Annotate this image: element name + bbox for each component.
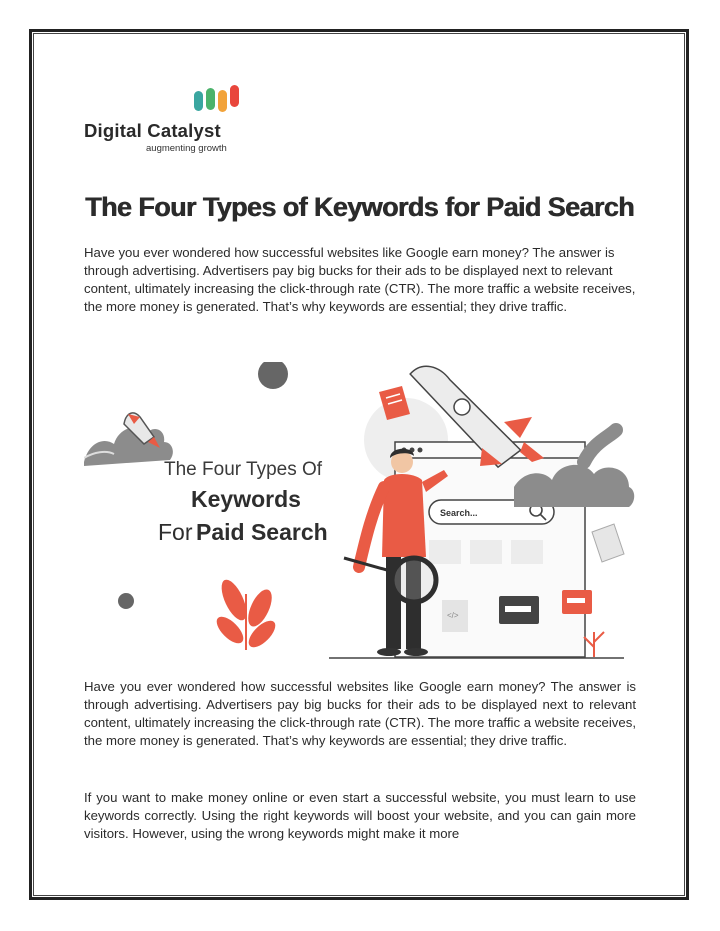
logo-tagline: augmenting growth — [146, 143, 227, 154]
small-rocket-icon — [84, 413, 173, 466]
hero-illustration — [84, 362, 644, 662]
logo-bars-icon — [194, 85, 249, 113]
intro-paragraph: Have you ever wondered how successful websites like Google earn money? The answer is through advertising. Advertisers pay big bucks for their ads to be displayed next to relevant content, ultimately increasing the click-through rate (CTR). The more traffic a website receives, the more money is generated. That’s why keywords are essential; they drive traffic. — [84, 245, 636, 314]
decor-dot — [118, 593, 134, 609]
plant-icon — [212, 576, 279, 651]
illustration-line-3-prefix: For — [158, 519, 193, 545]
body-paragraph-1: Have you ever wondered how successful websites like Google earn money? The answer is through advertising. Advertisers pay big bucks for their ads to be displayed next to relevant content, ultimately increasing the click-through rate (CTR). The more traffic a website receives, the more money is generated. That’s why keywords are essential; they drive traffic. — [84, 679, 636, 748]
document-icon — [592, 524, 624, 562]
digital-catalyst-logo — [84, 82, 254, 157]
page-title: The Four Types of Keywords for Paid Search — [85, 192, 634, 222]
illustration-line-3-bold: Paid Search — [196, 519, 328, 545]
plant-icon — [584, 632, 604, 657]
search-placeholder: Search... — [440, 508, 478, 518]
body-paragraph-2: If you want to make money online or even start a successful website, you must learn to use keywords correctly. Using the right keywords will boost your website, and you can gain more visitors. However, using the wrong keywords might make it more — [84, 790, 636, 841]
folder-icon — [499, 596, 539, 624]
illustration-line-2: Keywords — [191, 486, 301, 512]
svg-text:</>: </> — [447, 611, 459, 620]
illustration-line-1: The Four Types Of — [164, 459, 323, 480]
folder-icon — [562, 590, 592, 614]
logo-name: Digital Catalyst — [84, 120, 221, 141]
decor-dot — [258, 362, 288, 389]
code-file-icon — [442, 600, 468, 632]
